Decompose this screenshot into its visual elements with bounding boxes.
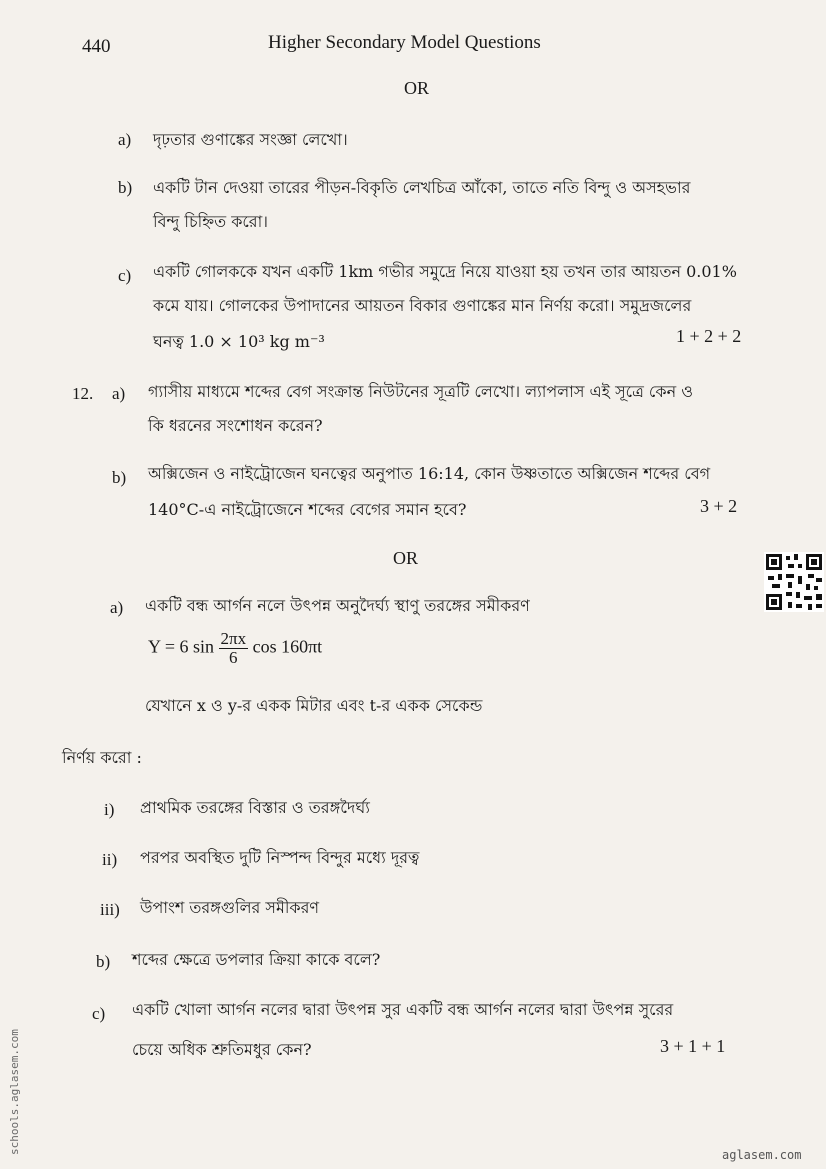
- marks-allocation: 3 + 1 + 1: [660, 1036, 726, 1056]
- question-text: শব্দের ক্ষেত্রে ডপলার ক্রিয়া কাকে বলে?: [132, 950, 381, 969]
- marks-allocation: 3 + 2: [700, 496, 738, 516]
- question-text: যেখানে x ও y-র একক মিটার এবং t-র একক সেকেন্ড: [145, 696, 483, 715]
- equation-denominator: 6: [229, 648, 238, 667]
- option-label-c: c): [92, 1004, 106, 1023]
- question-number: 12.: [72, 384, 94, 403]
- subpart-label-iii: iii): [100, 900, 120, 919]
- equation-right: cos 160πt: [252, 636, 323, 657]
- option-label-a: a): [118, 130, 132, 149]
- option-label-c: c): [118, 266, 132, 285]
- question-text: প্রাথমিক তরঙ্গের বিস্তার ও তরঙ্গদৈর্ঘ্য: [140, 798, 370, 817]
- equation-fraction: [219, 630, 249, 667]
- or-separator-1: OR: [404, 78, 430, 98]
- subpart-label-ii: ii): [102, 850, 118, 869]
- option-label-b: b): [96, 952, 111, 971]
- option-label-b: b): [118, 178, 133, 197]
- question-text: ঘনত্ব 1.0 × 10³ kg m⁻³: [153, 332, 325, 351]
- equation-left: Y = 6 sin: [148, 636, 214, 657]
- bottom-watermark: aglasem.com: [722, 1148, 802, 1162]
- question-text: কি ধরনের সংশোধন করেন?: [148, 416, 323, 435]
- question-text: অক্সিজেন ও নাইট্রোজেন ঘনত্বের অনুপাত 16:14, কোন উষ্ণতাতে অক্সিজেন শব্দের বেগ: [148, 464, 711, 483]
- question-text: 140°C-এ নাইট্রোজেনে শব্দের বেগের সমান হবে?: [148, 500, 467, 519]
- page-header-title: Higher Secondary Model Questions: [268, 32, 541, 53]
- question-text: দৃঢ়তার গুণাঙ্কের সংজ্ঞা লেখো।: [153, 130, 348, 149]
- question-text: চেয়ে অধিক শ্রুতিমধুর কেন?: [132, 1040, 312, 1059]
- question-text: কমে যায়। গোলকের উপাদানের আয়তন বিকার গুণাঙ্কের মান নির্ণয় করো। সমুদ্রজলের: [153, 296, 692, 315]
- equation-numerator: 2πx: [220, 629, 247, 648]
- wave-equation: [148, 630, 322, 667]
- question-text: উপাংশ তরঙ্গগুলির সমীকরণ: [140, 898, 320, 917]
- marks-allocation: 1 + 2 + 2: [676, 326, 742, 346]
- option-label-a: a): [110, 598, 124, 617]
- or-separator-2: OR: [393, 548, 419, 568]
- qr-code-icon: [764, 552, 824, 612]
- question-text: একটি বন্ধ আর্গন নলে উৎপন্ন অনুদৈর্ঘ্য স্থাণু তরঙ্গের সমীকরণ: [145, 596, 530, 615]
- find-heading: নির্ণয় করো :: [62, 748, 142, 767]
- page-number: 440: [82, 36, 111, 57]
- question-text: পরপর অবস্থিত দুটি নিস্পন্দ বিন্দুর মধ্যে দূরত্ব: [140, 848, 420, 867]
- question-text: গ্যাসীয় মাধ্যমে শব্দের বেগ সংক্রান্ত নিউটনের সূত্রটি লেখো। ল্যাপলাস এই সূত্রে কেন ও: [148, 382, 694, 401]
- option-label-b: b): [112, 468, 127, 487]
- question-text: একটি খোলা আর্গন নলের দ্বারা উৎপন্ন সুর একটি বন্ধ আর্গন নলের দ্বারা উৎপন্ন সুরের: [132, 1000, 674, 1019]
- question-text: একটি টান দেওয়া তারের পীড়ন-বিকৃতি লেখচিত্র আঁকো, তাতে নতি বিন্দু ও অসহভার: [153, 178, 691, 197]
- subpart-label-i: i): [104, 800, 115, 819]
- question-text: একটি গোলককে যখন একটি 1km গভীর সমুদ্রে নিয়ে যাওয়া হয় তখন তার আয়তন 0.01%: [153, 262, 737, 281]
- option-label-a: a): [112, 384, 126, 403]
- question-text: বিন্দু চিহ্নিত করো।: [153, 212, 268, 231]
- side-watermark: schools.aglasem.com: [8, 1029, 21, 1155]
